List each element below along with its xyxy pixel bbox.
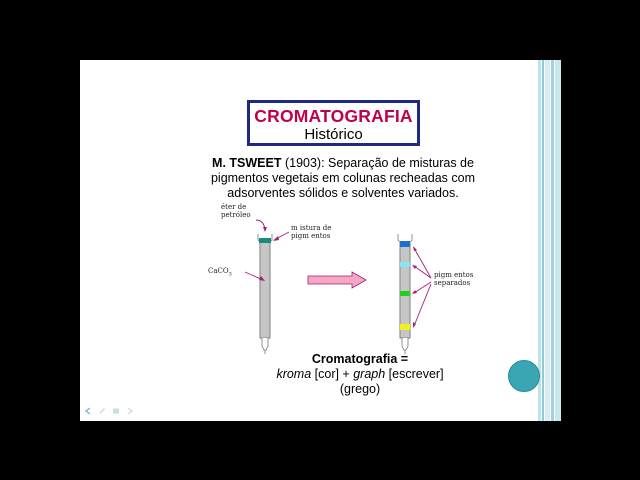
caption-cor: [cor] +	[311, 367, 354, 381]
next-arrow-icon[interactable]	[126, 407, 134, 415]
slide-stripe	[542, 60, 544, 421]
label-mistura-line1: m istura de	[291, 224, 332, 232]
label-caco3-sub: 3	[228, 271, 232, 278]
pen-icon[interactable]	[98, 407, 106, 415]
paragraph-author: M. TSWEET	[212, 156, 282, 170]
band-yellow	[400, 324, 410, 330]
right-column	[398, 234, 412, 354]
slide-stripe	[555, 60, 561, 421]
pointer-blue	[414, 248, 431, 278]
slide-stripe	[551, 60, 554, 421]
slide-stripe	[545, 60, 550, 421]
label-mistura-line2: pigm entos	[291, 232, 331, 240]
pointer-cyan	[414, 266, 431, 278]
slide	[80, 60, 561, 421]
label-pigmentos-separados	[434, 271, 473, 287]
caption-line3: (grego)	[339, 382, 381, 396]
label-eter	[221, 203, 251, 219]
left-column	[258, 234, 272, 354]
paragraph-text: (1903): Separação de misturas de pigmentos vegetais em colunas recheadas com adsorventes sólidos e solventes variados.	[210, 156, 476, 200]
caption-kroma: kroma	[276, 367, 312, 381]
band-green	[400, 291, 410, 296]
slideshow-toolbar	[84, 406, 134, 416]
process-arrow	[308, 272, 366, 288]
label-caco3-text: CaCO	[208, 267, 229, 275]
slide-subtitle: Histórico	[304, 126, 363, 143]
band-cyan	[400, 262, 410, 267]
caption-line2	[230, 367, 490, 382]
initial-pigment-band	[259, 238, 271, 243]
label-caco3	[208, 267, 232, 278]
caption-line1: Cromatografia =	[311, 352, 409, 366]
caption-graph: graph	[353, 367, 386, 381]
menu-icon[interactable]	[112, 407, 120, 415]
band-blue	[400, 241, 410, 247]
label-pigmentos-line2: separados	[434, 279, 471, 287]
label-pigmentos-line1: pigm entos	[434, 271, 474, 279]
circle-button[interactable]	[508, 360, 540, 392]
slide-caption	[230, 352, 490, 397]
label-eter-line2: petróleo	[221, 211, 251, 219]
label-mistura	[291, 224, 331, 240]
pointer-yellow	[414, 284, 431, 326]
caption-escrever: [escrever]	[385, 367, 444, 381]
slide-title: CROMATOGRAFIA	[254, 106, 413, 126]
previous-arrow-icon[interactable]	[84, 407, 92, 415]
label-eter-line1: éter de	[221, 203, 247, 211]
